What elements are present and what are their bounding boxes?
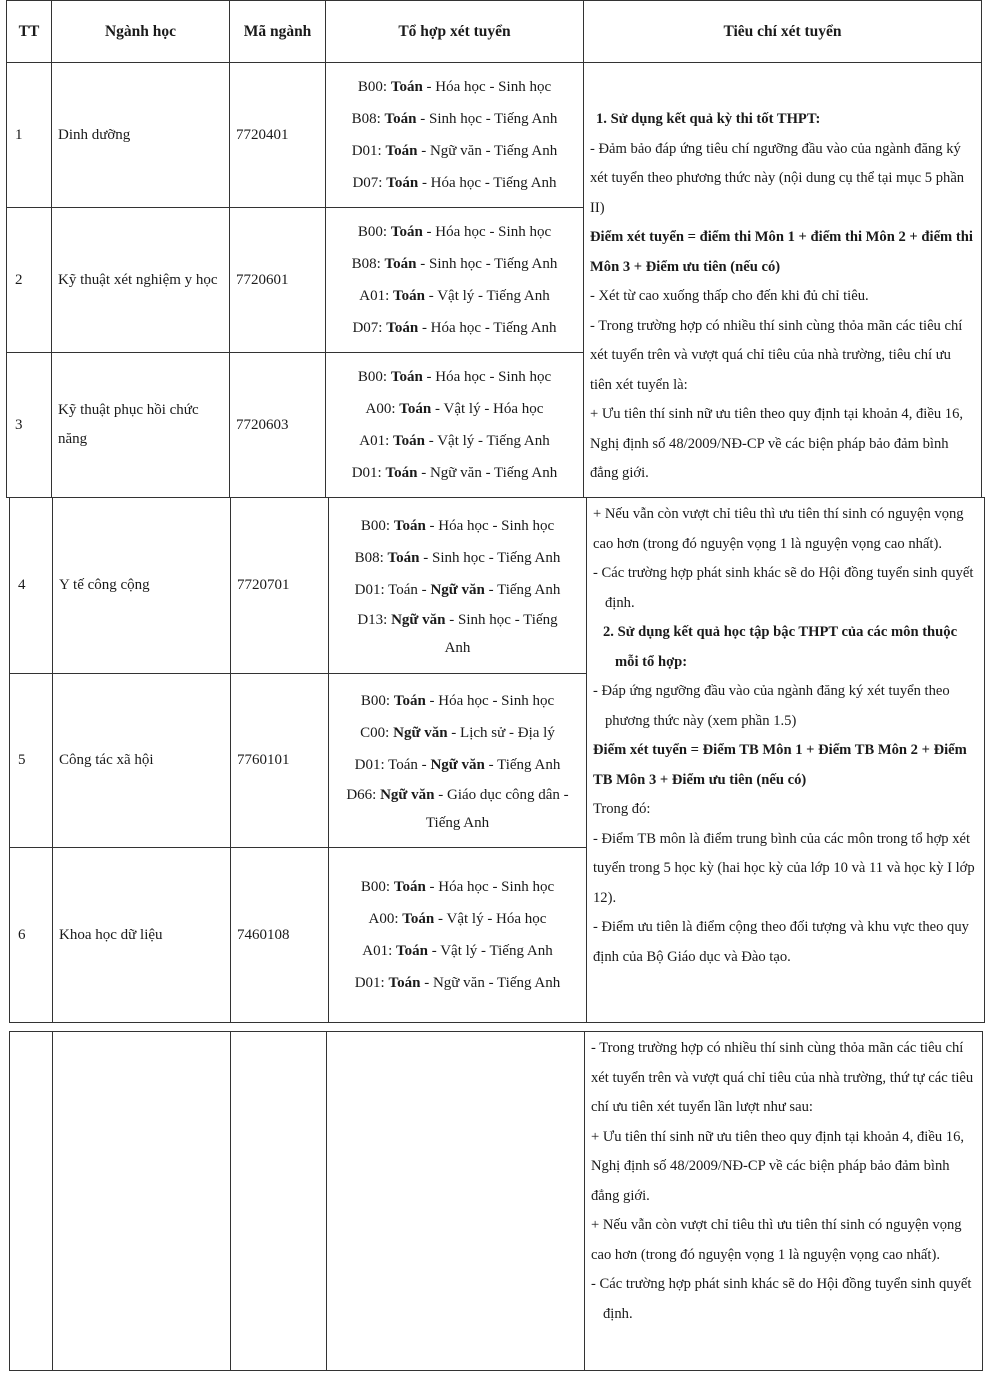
criteria-text: - Trong trường hợp có nhiều thí sinh cùng thỏa mãn các tiêu chí xét tuyển trên và vượt quá chỉ tiêu của nhà trường, thứ tự các tiêu chí ưu tiên xét tuyển lần lượt như sau: [591, 1040, 974, 1115]
combo-item: D13: Ngữ văn - Sinh học - Tiếng Anh [357, 611, 558, 656]
admission-table-part-2 [9, 497, 985, 1023]
criteria-text: - Đáp ứng ngưỡng đầu vào của ngành đăng ký xét tuyển theo phương thức này (xem phần 1.5) [593, 683, 950, 729]
table-row [10, 498, 985, 674]
table-row [10, 1032, 983, 1371]
combo-item: B08: Toán - Sinh học - Tiếng Anh [354, 549, 561, 566]
criteria-cell-2 [587, 498, 985, 1023]
combo-list [326, 353, 584, 498]
combo-item: B00: Toán - Hóa học - Sinh học [357, 369, 552, 385]
combo-item: A01: Toán - Vật lý - Tiếng Anh [362, 943, 553, 959]
criteria-text: Trong đó: [593, 801, 651, 817]
admission-table-part-1 [6, 0, 982, 498]
criteria-text: - Các trường hợp phát sinh khác sẽ do Hội đồng tuyển sinh quyết định. [591, 1276, 972, 1322]
criteria-heading-2: 2. Sử dụng kết quả học tập bậc THPT của các môn thuộc mỗi tổ hợp: [603, 624, 958, 670]
combo-item: A01: Toán - Vật lý - Tiếng Anh [359, 288, 550, 304]
criteria-text: - Xét từ cao xuống thấp cho đến khi đủ chỉ tiêu. [590, 288, 869, 304]
combo-item: D07: Toán - Hóa học - Tiếng Anh [352, 320, 557, 336]
major-code: 7720401 [230, 63, 326, 208]
combo-item: B00: Toán - Hóa học - Sinh học [360, 517, 555, 534]
header-major: Ngành học [52, 1, 230, 63]
criteria-text: - Điểm TB môn là điểm trung bình của các môn trong tổ hợp xét tuyển trong 5 học kỳ (hai học kỳ của lớp 10 và 11 và học kỳ I lớp 12). [593, 830, 975, 906]
row-tt: 1 [7, 63, 52, 208]
combo-item: A00: Toán - Vật lý - Hóa học [368, 911, 547, 927]
combo-item: A01: Toán - Vật lý - Tiếng Anh [359, 433, 550, 449]
combo-item: D07: Toán - Hóa học - Tiếng Anh [352, 175, 557, 191]
combo-item: B00: Toán - Hóa học - Sinh học [357, 224, 552, 240]
combo-list [326, 63, 584, 208]
table-row [7, 63, 982, 208]
criteria-text: + Nếu vẫn còn vượt chỉ tiêu thì ưu tiên thí sinh có nguyện vọng cao hơn (trong đó nguyện vọng 1 là nguyện vọng cao nhất). [593, 506, 964, 552]
major-name: Y tế công cộng [53, 498, 231, 674]
combo-item: D01: Toán - Ngữ văn - Tiếng Anh [354, 756, 561, 773]
criteria-text: - Trong trường hợp có nhiều thí sinh cùng thỏa mãn các tiêu chí xét tuyển trên và vượt quá chỉ tiêu của nhà trường, tiêu chí ưu tiên xét tuyển là: [590, 317, 963, 393]
major-code: 7720601 [230, 208, 326, 353]
combo-item: A00: Toán - Vật lý - Hóa học [365, 401, 544, 417]
criteria-cell-1 [584, 63, 982, 498]
empty-cell [231, 1032, 327, 1371]
criteria-text: + Ưu tiên thí sinh nữ ưu tiên theo quy định tại khoản 4, điều 16, Nghị định số 48/2009/NĐ-CP về các biện pháp bảo đảm bình đẳng giới. [591, 1128, 965, 1204]
row-tt: 5 [10, 674, 53, 848]
criteria-text: - Đảm bảo đáp ứng tiêu chí ngưỡng đầu vào của ngành đăng ký xét tuyển theo phương thức này (nội dung cụ thể tại mục 5 phần II) [590, 140, 965, 216]
criteria-cell-3 [585, 1032, 983, 1371]
major-code: 7760101 [231, 674, 329, 848]
combo-list [329, 498, 587, 674]
header-combos: Tổ hợp xét tuyển [326, 1, 584, 63]
major-code: 7720701 [231, 498, 329, 674]
header-criteria: Tiêu chí xét tuyển [584, 1, 982, 63]
header-code: Mã ngành [230, 1, 326, 63]
criteria-text: - Điểm ưu tiên là điểm cộng theo đối tượng và khu vực theo quy định của Bộ Giáo dục và Đào tạo. [593, 919, 969, 965]
empty-cell [53, 1032, 231, 1371]
combo-list [326, 208, 584, 353]
criteria-text: + Ưu tiên thí sinh nữ ưu tiên theo quy định tại khoản 4, điều 16, Nghị định số 48/2009/NĐ-CP về các biện pháp bảo đảm bình đẳng giới. [590, 406, 964, 481]
major-name: Công tác xã hội [53, 674, 231, 848]
major-code: 7720603 [230, 353, 326, 498]
empty-cell [327, 1032, 585, 1371]
combo-list [329, 848, 587, 1023]
empty-cell [10, 1032, 53, 1371]
combo-item: D01: Toán - Ngữ văn - Tiếng Anh [351, 465, 558, 481]
combo-item: D01: Toán - Ngữ văn - Tiếng Anh [354, 975, 561, 991]
criteria-text: + Nếu vẫn còn vượt chỉ tiêu thì ưu tiên thí sinh có nguyện vọng cao hơn (trong đó nguyện vọng 1 là nguyện vọng cao nhất). [591, 1217, 962, 1263]
combo-item: D66: Ngữ văn - Giáo dục công dân - Tiếng Anh [346, 786, 569, 831]
major-code: 7460108 [231, 848, 329, 1023]
major-name: Kỹ thuật phục hồi chức năng [52, 353, 230, 498]
combo-item: B00: Toán - Hóa học - Sinh học [360, 879, 555, 895]
major-name: Dinh dưỡng [52, 63, 230, 208]
row-tt: 4 [10, 498, 53, 674]
combo-item: B08: Toán - Sinh học - Tiếng Anh [351, 111, 558, 127]
combo-item: C00: Ngữ văn - Lịch sử - Địa lý [360, 724, 555, 741]
major-name: Kỹ thuật xét nghiệm y học [52, 208, 230, 353]
combo-list [329, 674, 587, 848]
combo-item: B00: Toán - Hóa học - Sinh học [360, 692, 555, 709]
criteria-formula-1: Điểm xét tuyển = điểm thi Môn 1 + điểm thi Môn 2 + điểm thi Môn 3 + Điểm ưu tiên (nếu có) [590, 229, 973, 275]
admission-table-part-3 [9, 1031, 983, 1371]
major-name: Khoa học dữ liệu [53, 848, 231, 1023]
criteria-heading-1: 1. Sử dụng kết quả kỳ thi tốt THPT: [596, 111, 821, 127]
row-tt: 3 [7, 353, 52, 498]
combo-item: B00: Toán - Hóa học - Sinh học [357, 79, 552, 95]
combo-item: B08: Toán - Sinh học - Tiếng Anh [351, 256, 558, 272]
combo-item: D01: Toán - Ngữ văn - Tiếng Anh [351, 143, 558, 159]
combo-item: D01: Toán - Ngữ văn - Tiếng Anh [354, 581, 561, 598]
header-tt: TT [7, 1, 52, 63]
criteria-formula-2: Điểm xét tuyển = Điểm TB Môn 1 + Điểm TB Môn 2 + Điểm TB Môn 3 + Điểm ưu tiên (nếu có) [593, 742, 967, 788]
criteria-text: - Các trường hợp phát sinh khác sẽ do Hội đồng tuyển sinh quyết định. [593, 565, 974, 611]
row-tt: 2 [7, 208, 52, 353]
row-tt: 6 [10, 848, 53, 1023]
